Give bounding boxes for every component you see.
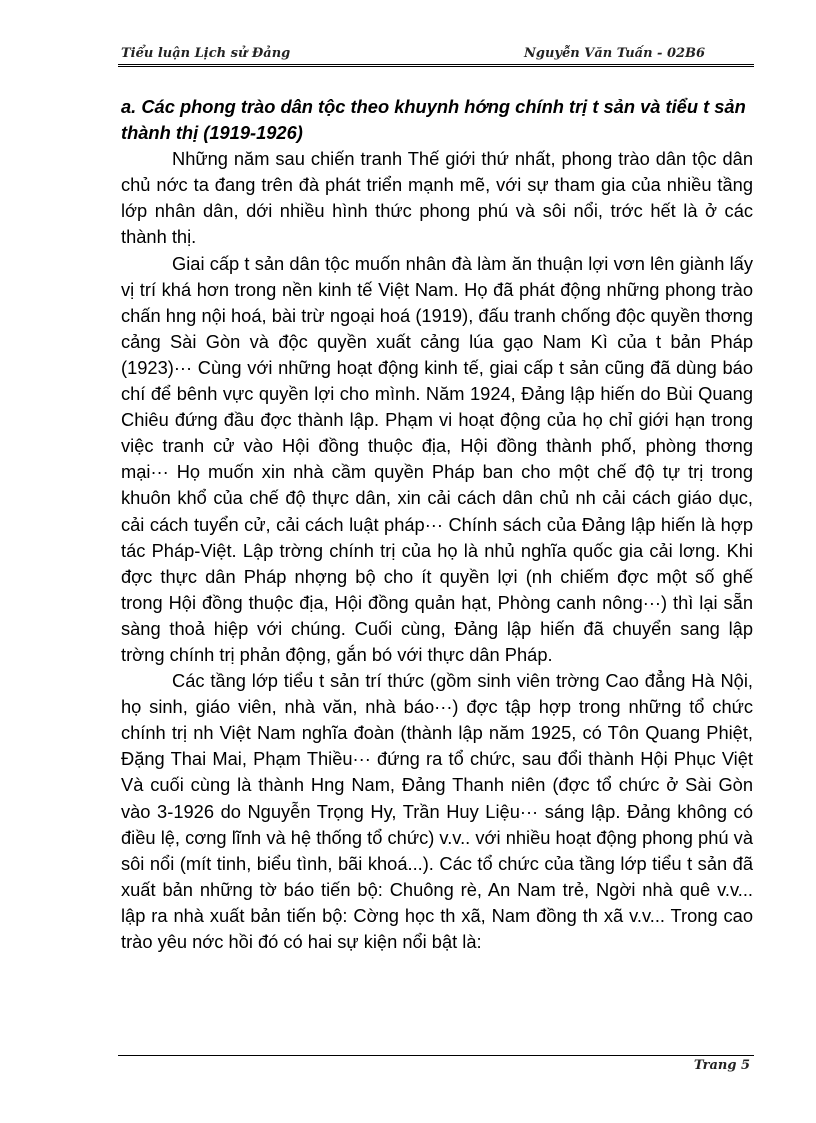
header-rule-double (118, 66, 754, 67)
paragraph-1: Những năm sau chiến tranh Thế giới thứ nhất, phong trào dân tộc dân chủ nớc ta đang trên đà phát triển mạnh mẽ, với sự tham gia của nhiều tầng lớp nhân dân, dới nhiều hình thức phong phú và sôi nổi, trớc hết là ở các thành thị. (121, 148, 753, 248)
header-rule (118, 64, 754, 65)
section-heading: a. Các phong trào dân tộc theo khuynh hớng chính trị t sản và tiểu t sản thành thị (1919-1926) (121, 96, 746, 144)
page-body (121, 94, 753, 955)
page-number: Trang 5 (693, 1058, 750, 1073)
paragraph-2: Giai cấp t sản dân tộc muốn nhân đà làm ăn thuận lợi vơn lên giành lấy vị trí khá hơn trong nền kinh tế Việt Nam. Họ đã phát động những phong trào chấn hng nội hoá, bài trừ ngoại hoá (1919), đấu tranh chống độc quyền thơng cảng Sài Gòn và độc quyền xuất cảng lúa gạo Nam Kì của t bản Pháp (1923)··· Cùng với những hoạt động kinh tế, giai cấp t sản cũng đã dùng báo chí để bênh vực quyền lợi cho mình. Năm 1924, Đảng lập hiến do Bùi Quang Chiêu đứng đầu đợc thành lập. Phạm vi hoạt động của họ chỉ giới hạn trong việc tranh cử vào Hội đồng thuộc địa, Hội đồng thành phố, phòng thơng mại··· Họ muốn xin nhà cầm quyền Pháp ban cho một chế độ tự trị trong khuôn khổ của chế độ thực dân, xin cải cách dân chủ nh cải cách giáo dục, cải cách tuyển cử, cải cách luật pháp··· Chính sách của Đảng lập hiến là hợp tác Pháp-Việt. Lập trờng chính trị của họ là nhủ nghĩa quốc gia cải lơng. Khi đợc thực dân Pháp nhợng bộ cho ít quyền lợi (nh chiếm đợc một số ghế trong Hội đồng thuộc địa, Hội đồng quản hạt, Phòng canh nông···) thì lại sẵn sàng thoả hiệp với chúng. Cuối cùng, Đảng lập hiến đã chuyển sang lập trờng chính trị phản động, gắn bó với thực dân Pháp. (121, 252, 753, 665)
paragraph-3: Các tầng lớp tiểu t sản trí thức (gồm sinh viên trờng Cao đẳng Hà Nội, họ sinh, giáo viên, nhà văn, nhà báo···) đợc tập hợp trong những tổ chức chính trị nh Việt Nam nghĩa đoàn (thành lập năm 1925, có Tôn Quang Phiệt, Đặng Thai Mai, Phạm Thiều··· đứng ra tổ chức, sau đổi thành Hội Phục Việt Và cuối cùng là thành Hng Nam, Đảng Thanh niên (đợc tổ chức ở Sài Gòn vào 3-1926 do Nguyễn Trọng Hy, Trần Huy Liệu··· sáng lập. Đảng không có điều lệ, cơng lĩnh và hệ thống tổ chức) v.v.. với nhiều hoạt động phong phú và sôi nổi (mít tinh, biểu tình, bãi khoá...). Các tổ chức của tầng lớp tiểu t sản đã xuất bản những tờ báo tiến bộ: Chuông rè, An Nam trẻ, Ngời nhà quê v.v... lập ra nhà xuất bản tiến bộ: Cờng học th xã, Nam đồng th xã v.v... Trong cao trào yêu nớc hồi đó có hai sự kiện nổi bật là: (121, 670, 753, 952)
footer-rule (118, 1055, 754, 1056)
header-author: Nguyễn Văn Tuấn - 02B6 (524, 46, 706, 61)
header-document-title: Tiểu luận Lịch sử Đảng (121, 46, 291, 61)
